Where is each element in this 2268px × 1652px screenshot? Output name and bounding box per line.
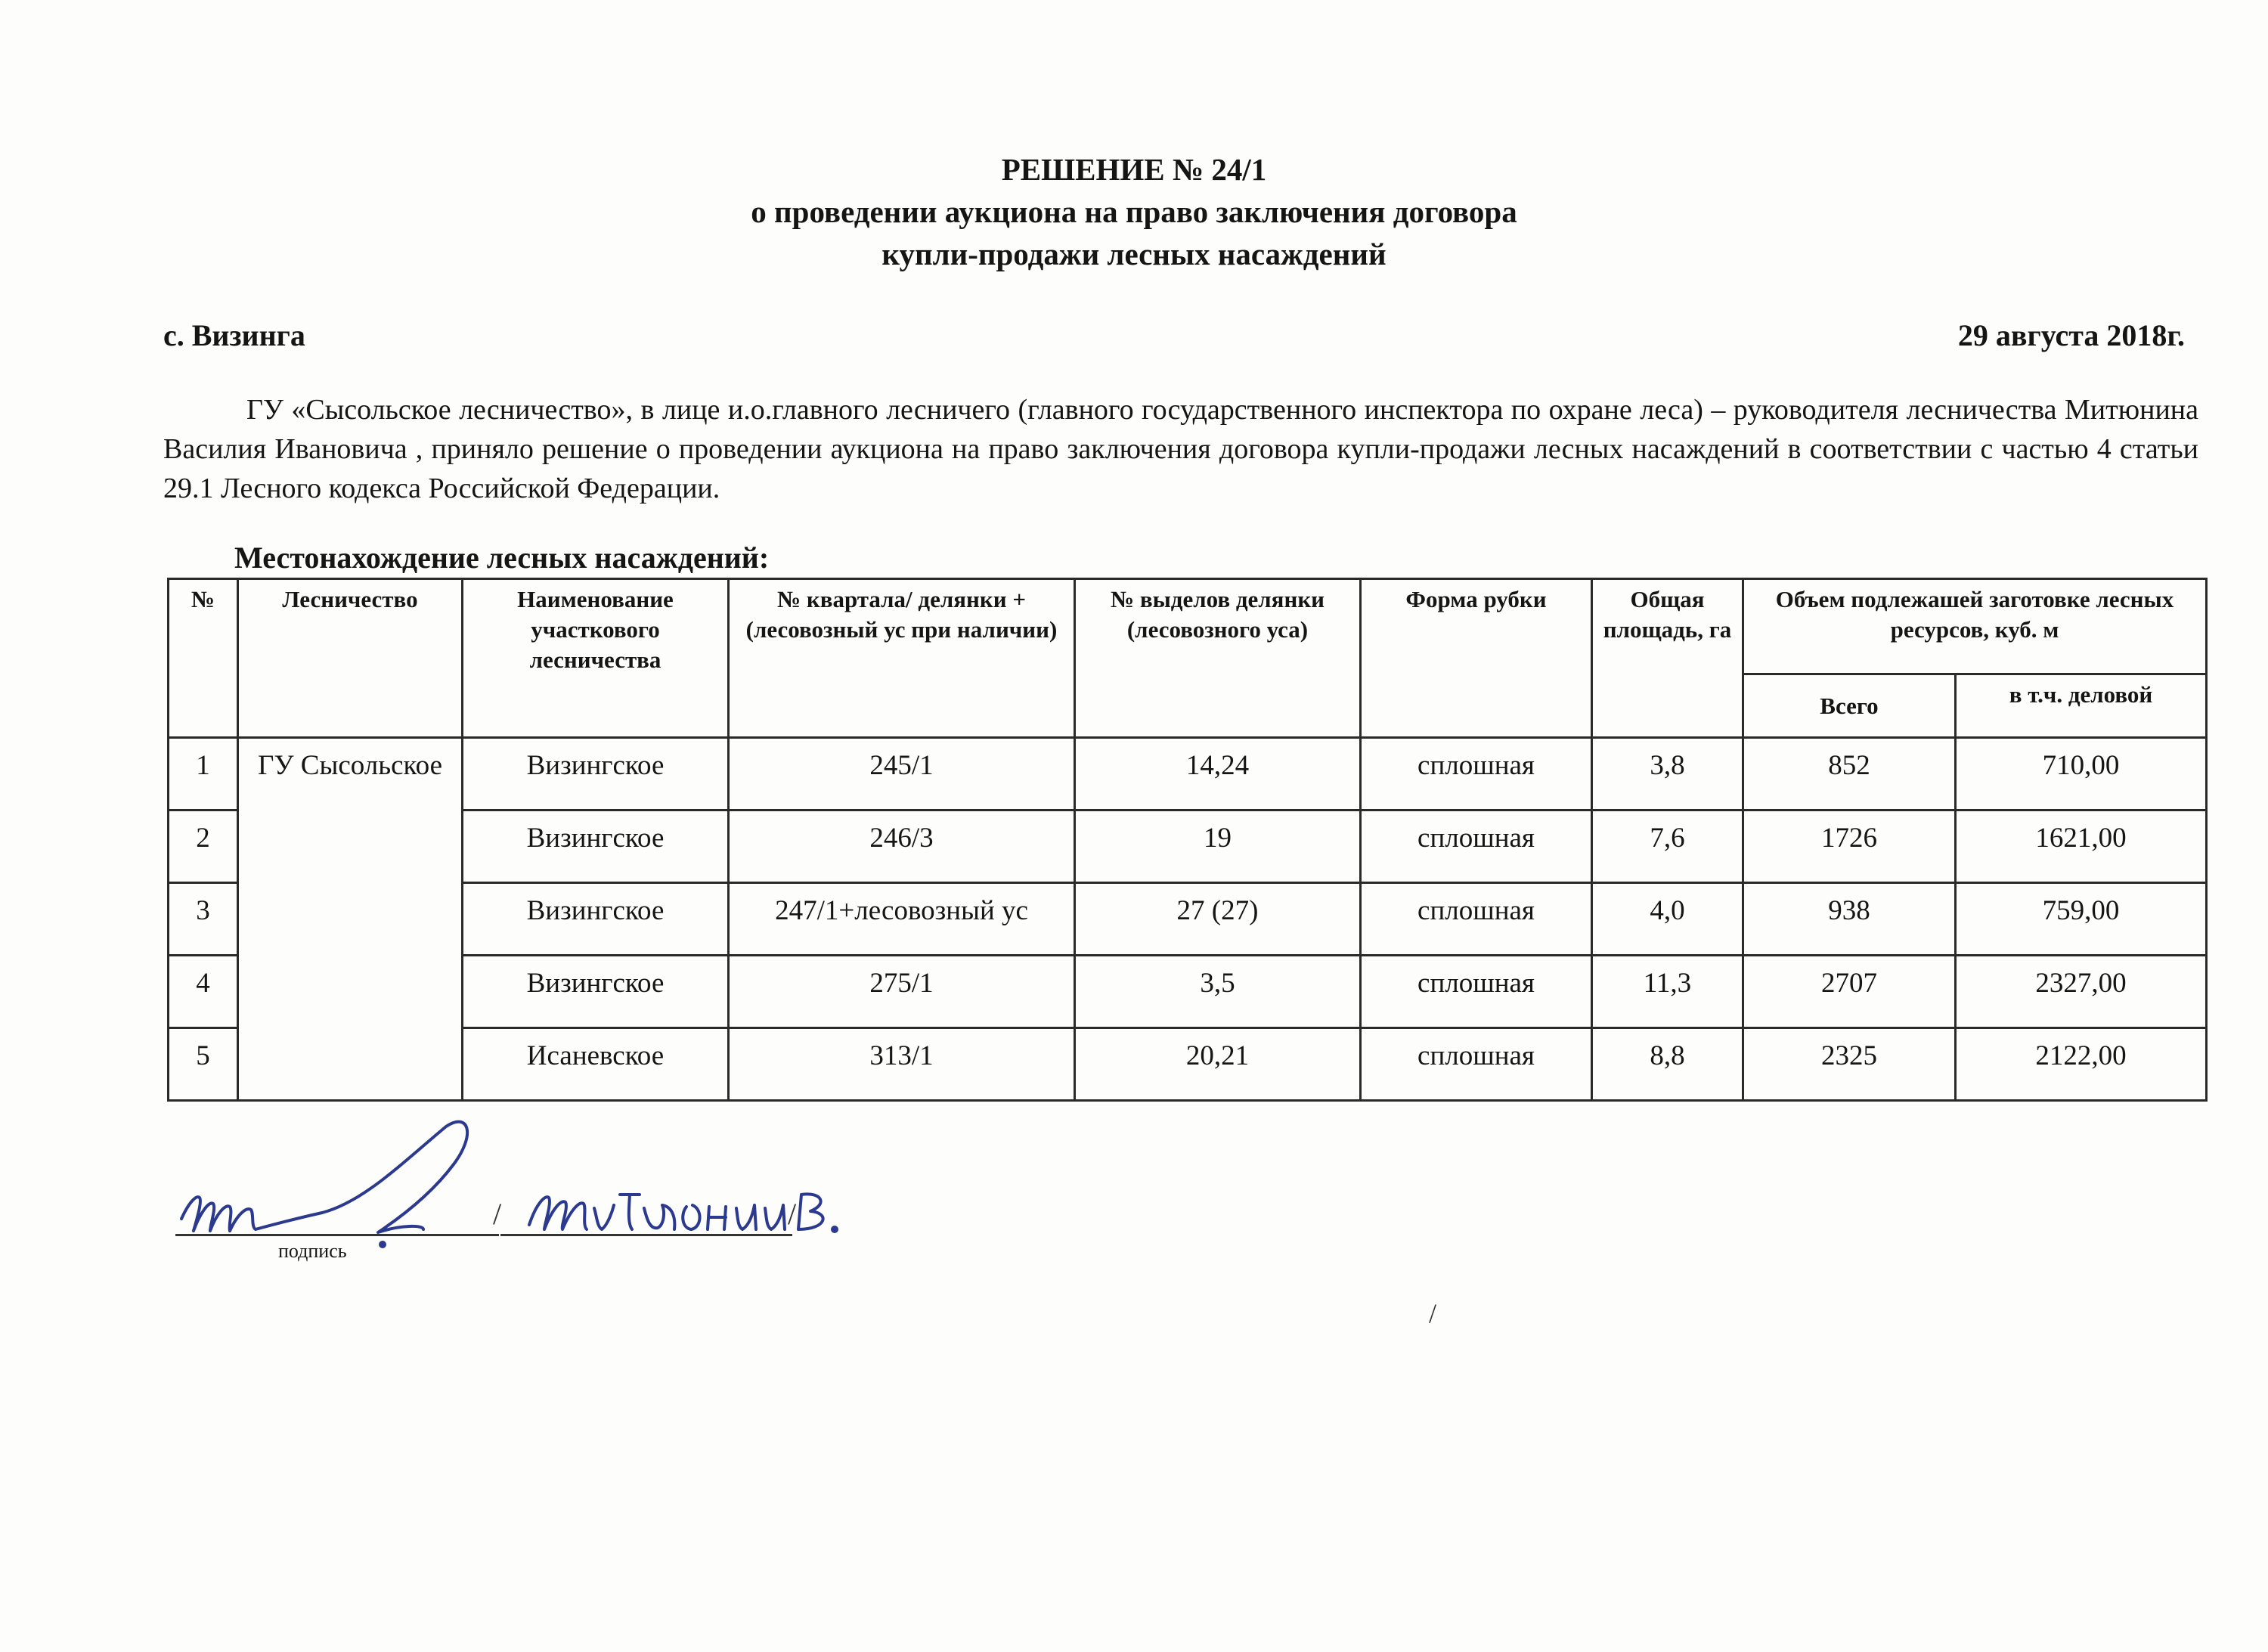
cell-plots: 20,21 — [1075, 1028, 1361, 1101]
signature-label: подпись — [278, 1240, 347, 1262]
cell-plots: 27 (27) — [1075, 883, 1361, 956]
col-header-district: Наименование участкового лесничества — [463, 579, 729, 738]
cell-business: 759,00 — [1956, 883, 2207, 956]
col-header-area: Общая площадь, га — [1592, 579, 1743, 738]
document-subtitle-line2: купли-продажи лесных насаждений — [881, 237, 1387, 271]
col-header-quarter: № квартала/ делянки + (лесовозный ус при наличии) — [729, 579, 1075, 738]
cell-district: Визингское — [463, 811, 729, 883]
cell-total: 1726 — [1743, 811, 1956, 883]
cell-num: 1 — [169, 738, 238, 811]
cell-num: 5 — [169, 1028, 238, 1101]
cell-plots: 3,5 — [1075, 956, 1361, 1028]
cell-plots: 14,24 — [1075, 738, 1361, 811]
cell-area: 4,0 — [1592, 883, 1743, 956]
table-row — [169, 956, 2207, 1028]
cell-num: 2 — [169, 811, 238, 883]
cell-business: 2327,00 — [1956, 956, 2207, 1028]
cell-plots: 19 — [1075, 811, 1361, 883]
cell-total: 938 — [1743, 883, 1956, 956]
col-header-cutting-form: Форма рубки — [1361, 579, 1592, 738]
cell-business: 2122,00 — [1956, 1028, 2207, 1101]
table-row — [169, 883, 2207, 956]
cell-num: 4 — [169, 956, 238, 1028]
cell-quarter: 247/1+лесовозный ус — [729, 883, 1075, 956]
cell-business: 1621,00 — [1956, 811, 2207, 883]
cell-business: 710,00 — [1956, 738, 2207, 811]
cell-district: Визингское — [463, 738, 729, 811]
body-paragraph: ГУ «Сысольское лесничество», в лице и.о.главного лесничего (главного государственного инспектора по охране леса) – руководителя лесничества Митюнина Василия Ивановича , приняло решение о проведении аукциона на право заключения договора купли-продажи лесных насаждений в соответствии с частью 4 статьи 29.1 Лесного кодекса Российской Федерации. — [163, 394, 2198, 504]
table-row — [169, 1028, 2207, 1101]
cell-forestry: ГУ Сысольское — [238, 738, 463, 1101]
cell-area: 11,3 — [1592, 956, 1743, 1028]
cell-form: сплошная — [1361, 1028, 1592, 1101]
document-subtitle-line1: о проведении аукциона на право заключения договора — [751, 194, 1517, 229]
cell-total: 852 — [1743, 738, 1956, 811]
col-header-volume: Объем подлежашей заготовке лесных ресурсов, куб. м — [1743, 579, 2207, 674]
cell-quarter: 245/1 — [729, 738, 1075, 811]
table-header-row — [169, 579, 2207, 674]
cell-quarter: 246/3 — [729, 811, 1075, 883]
forest-plots-table — [167, 578, 2208, 1102]
slash-left: / — [493, 1197, 502, 1231]
cell-area: 7,6 — [1592, 811, 1743, 883]
stray-mark: / — [1429, 1298, 1437, 1328]
signature-line — [175, 1234, 499, 1236]
cell-quarter: 313/1 — [729, 1028, 1075, 1101]
place: с. Визинга — [163, 318, 305, 352]
col-header-forestry: Лесничество — [238, 579, 463, 738]
cell-district: Визингское — [463, 883, 729, 956]
date: 29 августа 2018г. — [1957, 318, 2185, 352]
col-header-business: в т.ч. деловой — [1956, 674, 2207, 738]
col-header-num: № — [169, 579, 238, 738]
table-row — [169, 811, 2207, 883]
col-header-plots: № выделов делянки (лесовозного уса) — [1075, 579, 1361, 738]
cell-form: сплошная — [1361, 956, 1592, 1028]
cell-total: 2707 — [1743, 956, 1956, 1028]
section-heading: Местонахождение лесных насаждений: — [234, 541, 770, 575]
cell-area: 3,8 — [1592, 738, 1743, 811]
col-header-total: Всего — [1743, 674, 1956, 738]
cell-num: 3 — [169, 883, 238, 956]
name-line — [500, 1234, 792, 1236]
document-title: РЕШЕНИЕ № 24/1 — [1001, 152, 1267, 187]
cell-district: Исаневское — [463, 1028, 729, 1101]
table-row — [169, 738, 2207, 811]
cell-form: сплошная — [1361, 811, 1592, 883]
cell-area: 8,8 — [1592, 1028, 1743, 1101]
cell-district: Визингское — [463, 956, 729, 1028]
cell-form: сплошная — [1361, 738, 1592, 811]
cell-form: сплошная — [1361, 883, 1592, 956]
cell-quarter: 275/1 — [729, 956, 1075, 1028]
cell-total: 2325 — [1743, 1028, 1956, 1101]
slash-right: / — [788, 1197, 797, 1231]
